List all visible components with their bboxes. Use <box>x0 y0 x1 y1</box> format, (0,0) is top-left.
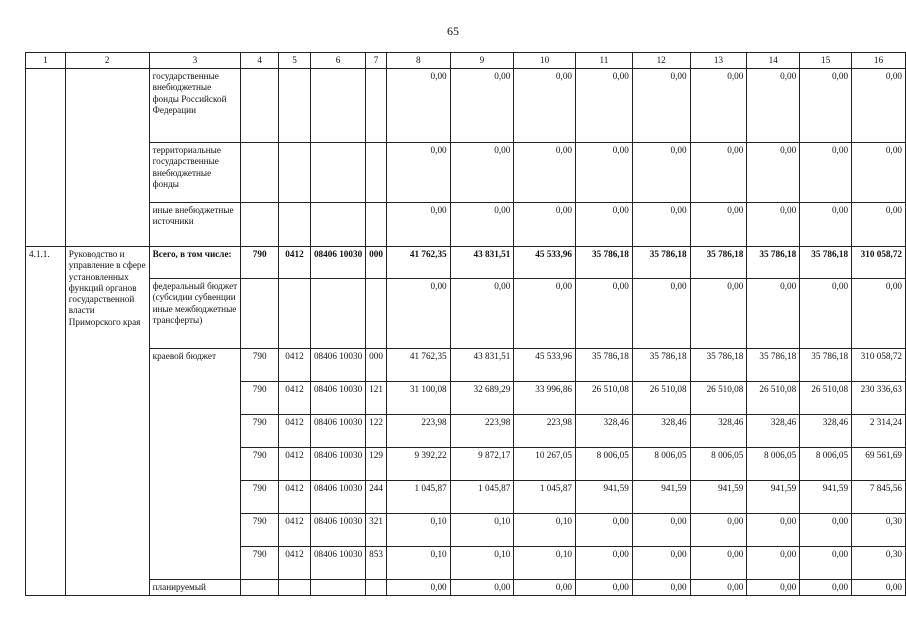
amount-cell: 1 045,87 <box>450 481 514 514</box>
section-code: 0412 <box>279 448 311 481</box>
section-code: 0412 <box>279 382 311 415</box>
target-code: 08406 10030 <box>310 415 365 448</box>
code-cell <box>279 143 311 203</box>
code-cell <box>241 580 279 596</box>
gr-code: 790 <box>241 349 279 382</box>
amount-cell: 1 045,87 <box>514 481 576 514</box>
source-label: Всего, в том числе: <box>149 247 241 279</box>
amount-cell: 941,59 <box>576 481 633 514</box>
code-cell <box>310 279 365 349</box>
amount-cell: 310 058,72 <box>852 349 906 382</box>
target-code: 08406 10030 <box>310 481 365 514</box>
amount-cell: 0,00 <box>632 547 690 580</box>
amount-cell: 0,00 <box>747 547 800 580</box>
amount-cell: 0,00 <box>690 547 747 580</box>
item-name: Руководство и управление в сфере установленных функций органов государственной власти Приморского края <box>65 247 149 596</box>
amount-cell: 0,00 <box>514 580 576 596</box>
amount-cell: 0,00 <box>576 203 633 247</box>
amount-cell: 0,00 <box>576 547 633 580</box>
code-cell <box>279 580 311 596</box>
source-label: планируемый <box>149 580 241 596</box>
table-row <box>26 143 906 203</box>
amount-cell: 0,00 <box>450 143 514 203</box>
column-header: 16 <box>852 53 906 69</box>
source-label: федеральный бюджет (субсидии субвенции иные межбюджетные трансферты) <box>149 279 241 349</box>
amount-cell: 0,00 <box>514 143 576 203</box>
amount-cell: 0,00 <box>632 69 690 143</box>
amount-cell: 2 314,24 <box>852 415 906 448</box>
section-code: 0412 <box>279 349 311 382</box>
amount-cell: 35 786,18 <box>747 349 800 382</box>
expense-code: 244 <box>366 481 387 514</box>
amount-cell: 0,00 <box>800 69 852 143</box>
amount-cell: 0,00 <box>576 580 633 596</box>
column-header: 2 <box>65 53 149 69</box>
amount-cell: 0,00 <box>747 279 800 349</box>
amount-cell: 0,00 <box>747 203 800 247</box>
amount-cell: 45 533,96 <box>514 349 576 382</box>
amount-cell: 0,10 <box>514 514 576 547</box>
code-cell <box>310 580 365 596</box>
amount-cell: 35 786,18 <box>632 247 690 279</box>
code-cell <box>241 69 279 143</box>
code-cell <box>241 279 279 349</box>
column-header: 3 <box>149 53 241 69</box>
column-header: 5 <box>279 53 311 69</box>
name-cell <box>65 69 149 247</box>
amount-cell: 8 006,05 <box>747 448 800 481</box>
amount-cell: 0,10 <box>386 514 450 547</box>
amount-cell: 35 786,18 <box>576 349 633 382</box>
target-code: 08406 10030 <box>310 382 365 415</box>
amount-cell: 0,00 <box>852 203 906 247</box>
amount-cell: 941,59 <box>800 481 852 514</box>
amount-cell: 0,00 <box>576 143 633 203</box>
amount-cell: 0,00 <box>386 580 450 596</box>
amount-cell: 223,98 <box>386 415 450 448</box>
amount-cell: 43 831,51 <box>450 349 514 382</box>
code-cell <box>241 143 279 203</box>
amount-cell: 0,00 <box>450 69 514 143</box>
code-cell <box>310 203 365 247</box>
amount-cell: 328,46 <box>690 415 747 448</box>
amount-cell: 0,00 <box>852 143 906 203</box>
column-header: 1 <box>26 53 66 69</box>
code-cell <box>241 203 279 247</box>
amount-cell: 0,00 <box>576 514 633 547</box>
expense-code: 000 <box>366 247 387 279</box>
amount-cell: 0,00 <box>386 69 450 143</box>
source-label: иные внебюджетные источники <box>149 203 241 247</box>
amount-cell: 0,00 <box>800 580 852 596</box>
section-code: 0412 <box>279 481 311 514</box>
amount-cell: 223,98 <box>514 415 576 448</box>
column-header: 6 <box>310 53 365 69</box>
target-code: 08406 10030 <box>310 514 365 547</box>
amount-cell: 9 872,17 <box>450 448 514 481</box>
amount-cell: 0,00 <box>386 203 450 247</box>
section-code: 0412 <box>279 547 311 580</box>
amount-cell: 0,00 <box>450 279 514 349</box>
gr-code: 790 <box>241 481 279 514</box>
amount-cell: 0,00 <box>690 514 747 547</box>
amount-cell: 8 006,05 <box>632 448 690 481</box>
amount-cell: 0,00 <box>800 279 852 349</box>
amount-cell: 223,98 <box>450 415 514 448</box>
amount-cell: 0,00 <box>450 580 514 596</box>
amount-cell: 328,46 <box>632 415 690 448</box>
gr-code: 790 <box>241 448 279 481</box>
amount-cell: 941,59 <box>632 481 690 514</box>
number-cell <box>26 69 66 247</box>
amount-cell: 0,10 <box>386 547 450 580</box>
amount-cell: 0,30 <box>852 514 906 547</box>
amount-cell: 26 510,08 <box>632 382 690 415</box>
amount-cell: 26 510,08 <box>576 382 633 415</box>
amount-cell: 0,00 <box>386 279 450 349</box>
gr-code: 790 <box>241 514 279 547</box>
code-cell <box>366 143 387 203</box>
code-cell <box>366 279 387 349</box>
gr-code: 790 <box>241 247 279 279</box>
planned-row <box>26 580 906 596</box>
column-header: 12 <box>632 53 690 69</box>
federal-row <box>26 279 906 349</box>
amount-cell: 0,10 <box>514 547 576 580</box>
column-header: 11 <box>576 53 633 69</box>
code-cell <box>310 143 365 203</box>
amount-cell: 310 058,72 <box>852 247 906 279</box>
amount-cell: 941,59 <box>747 481 800 514</box>
amount-cell: 0,00 <box>690 279 747 349</box>
amount-cell: 328,46 <box>576 415 633 448</box>
amount-cell: 43 831,51 <box>450 247 514 279</box>
amount-cell: 35 786,18 <box>632 349 690 382</box>
code-cell <box>366 203 387 247</box>
page-number: 65 <box>447 24 459 38</box>
amount-cell: 0,00 <box>690 580 747 596</box>
column-header: 10 <box>514 53 576 69</box>
budget-table <box>25 52 906 596</box>
amount-cell: 0,10 <box>450 514 514 547</box>
amount-cell: 0,00 <box>800 203 852 247</box>
amount-cell: 10 267,05 <box>514 448 576 481</box>
amount-cell: 0,00 <box>386 143 450 203</box>
amount-cell: 41 762,35 <box>386 349 450 382</box>
amount-cell: 941,59 <box>690 481 747 514</box>
table-row <box>26 69 906 143</box>
target-code: 08406 10030 <box>310 349 365 382</box>
code-cell <box>366 580 387 596</box>
amount-cell: 41 762,35 <box>386 247 450 279</box>
amount-cell: 0,00 <box>632 143 690 203</box>
header-row <box>26 53 906 69</box>
column-header: 7 <box>366 53 387 69</box>
amount-cell: 0,10 <box>450 547 514 580</box>
amount-cell: 0,00 <box>800 514 852 547</box>
expense-code: 000 <box>366 349 387 382</box>
amount-cell: 7 845,56 <box>852 481 906 514</box>
expense-code: 321 <box>366 514 387 547</box>
column-header: 8 <box>386 53 450 69</box>
total-row <box>26 247 906 279</box>
regional-row <box>26 349 906 382</box>
target-code: 08406 10030 <box>310 547 365 580</box>
column-header: 9 <box>450 53 514 69</box>
amount-cell: 9 392,22 <box>386 448 450 481</box>
amount-cell: 0,00 <box>450 203 514 247</box>
amount-cell: 230 336,63 <box>852 382 906 415</box>
amount-cell: 328,46 <box>800 415 852 448</box>
amount-cell: 0,00 <box>576 69 633 143</box>
amount-cell: 0,00 <box>747 69 800 143</box>
table-row <box>26 203 906 247</box>
amount-cell: 32 689,29 <box>450 382 514 415</box>
amount-cell: 35 786,18 <box>747 247 800 279</box>
amount-cell: 0,00 <box>514 69 576 143</box>
source-label: территориальные государственные внебюджетные фонды <box>149 143 241 203</box>
amount-cell: 0,00 <box>632 580 690 596</box>
amount-cell: 0,00 <box>690 143 747 203</box>
code-cell <box>366 69 387 143</box>
amount-cell: 26 510,08 <box>747 382 800 415</box>
amount-cell: 0,30 <box>852 547 906 580</box>
amount-cell: 0,00 <box>690 203 747 247</box>
section-code: 0412 <box>279 415 311 448</box>
amount-cell: 0,00 <box>690 69 747 143</box>
amount-cell: 0,00 <box>576 279 633 349</box>
gr-code: 790 <box>241 415 279 448</box>
amount-cell: 69 561,69 <box>852 448 906 481</box>
item-number: 4.1.1. <box>26 247 66 596</box>
amount-cell: 0,00 <box>514 203 576 247</box>
amount-cell: 1 045,87 <box>386 481 450 514</box>
amount-cell: 0,00 <box>632 203 690 247</box>
amount-cell: 35 786,18 <box>800 247 852 279</box>
target-code: 08406 10030 <box>310 448 365 481</box>
amount-cell: 26 510,08 <box>800 382 852 415</box>
amount-cell: 31 100,08 <box>386 382 450 415</box>
column-header: 15 <box>800 53 852 69</box>
amount-cell: 0,00 <box>747 143 800 203</box>
gr-code: 790 <box>241 547 279 580</box>
expense-code: 122 <box>366 415 387 448</box>
section-code: 0412 <box>279 514 311 547</box>
expense-code: 129 <box>366 448 387 481</box>
amount-cell: 0,00 <box>852 69 906 143</box>
amount-cell: 8 006,05 <box>800 448 852 481</box>
amount-cell: 0,00 <box>632 514 690 547</box>
column-header: 13 <box>690 53 747 69</box>
code-cell <box>310 69 365 143</box>
amount-cell: 33 996,86 <box>514 382 576 415</box>
amount-cell: 8 006,05 <box>690 448 747 481</box>
amount-cell: 0,00 <box>800 547 852 580</box>
amount-cell: 35 786,18 <box>800 349 852 382</box>
amount-cell: 0,00 <box>747 514 800 547</box>
amount-cell: 328,46 <box>747 415 800 448</box>
amount-cell: 35 786,18 <box>690 349 747 382</box>
source-label: краевой бюджет <box>149 349 241 580</box>
source-label: государственные внебюджетные фонды Российской Федерации <box>149 69 241 143</box>
code-cell <box>279 279 311 349</box>
expense-code: 853 <box>366 547 387 580</box>
amount-cell: 0,00 <box>800 143 852 203</box>
column-header: 14 <box>747 53 800 69</box>
amount-cell: 0,00 <box>632 279 690 349</box>
expense-code: 121 <box>366 382 387 415</box>
target-code: 08406 10030 <box>310 247 365 279</box>
amount-cell: 26 510,08 <box>690 382 747 415</box>
amount-cell: 0,00 <box>852 580 906 596</box>
amount-cell: 35 786,18 <box>690 247 747 279</box>
gr-code: 790 <box>241 382 279 415</box>
code-cell <box>279 203 311 247</box>
column-header: 4 <box>241 53 279 69</box>
amount-cell: 0,00 <box>514 279 576 349</box>
code-cell <box>279 69 311 143</box>
amount-cell: 35 786,18 <box>576 247 633 279</box>
section-code: 0412 <box>279 247 311 279</box>
amount-cell: 8 006,05 <box>576 448 633 481</box>
amount-cell: 0,00 <box>747 580 800 596</box>
amount-cell: 45 533,96 <box>514 247 576 279</box>
amount-cell: 0,00 <box>852 279 906 349</box>
